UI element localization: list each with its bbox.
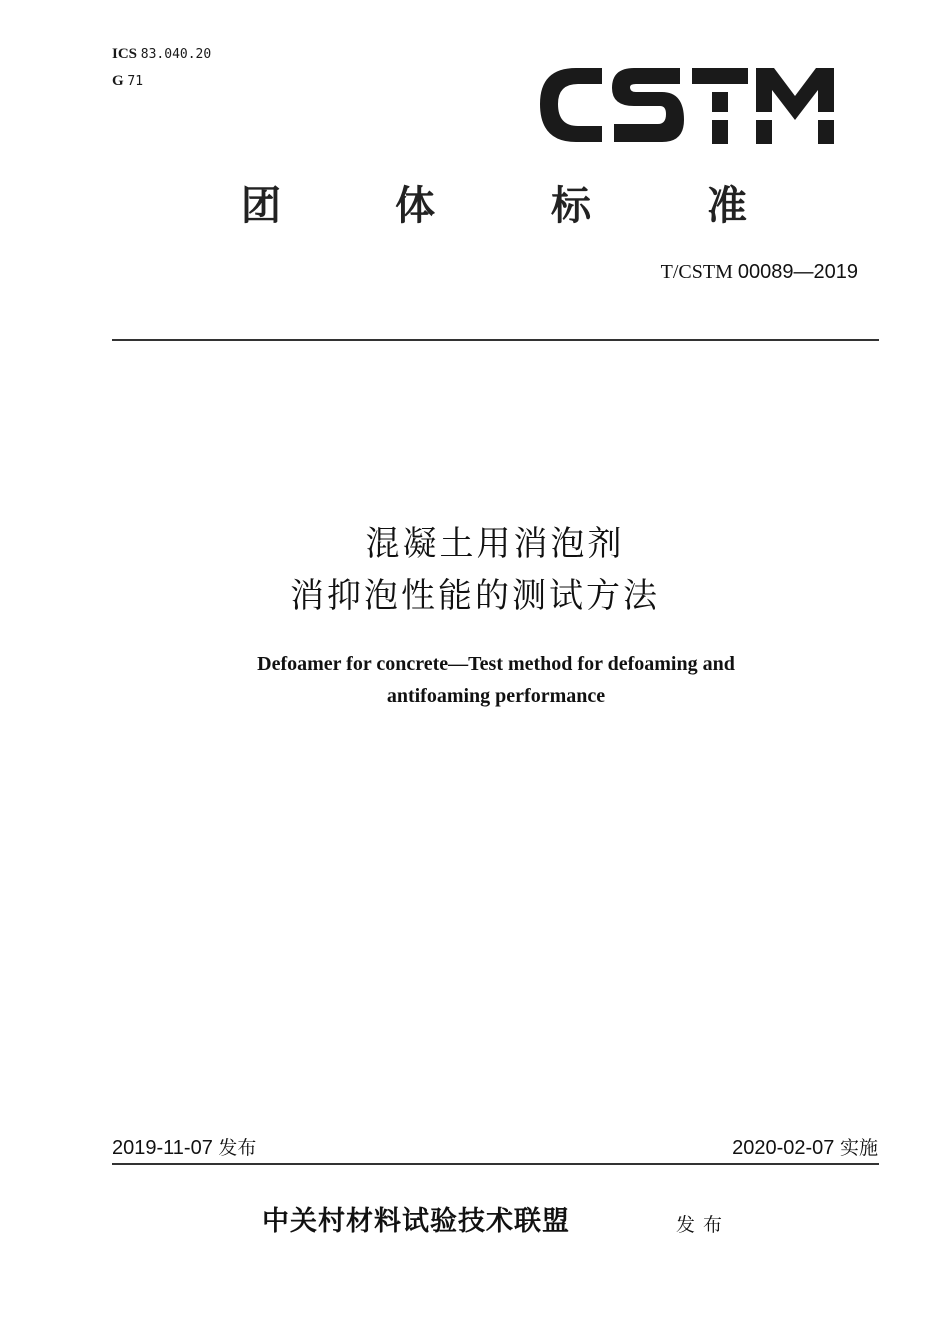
top-divider — [112, 339, 879, 341]
publisher-name: 中关村材料试验技术联盟 — [262, 1206, 570, 1237]
standard-type-char: 标 — [551, 183, 591, 229]
chinese-title-line-1: 混凝土用消泡剂 — [365, 524, 625, 564]
classification-label: G — [112, 73, 124, 89]
ics-number: 83.040.20 — [140, 47, 212, 62]
classification-code — [112, 72, 143, 91]
standard-number-prefix: T/CSTM — [660, 261, 733, 283]
ics-code — [112, 45, 211, 64]
english-title-line-2: antifoaming performance — [386, 685, 606, 707]
standard-type-char: 团 — [241, 183, 281, 229]
english-title-line-1: Defoamer for concrete—Test method for defoaming and — [257, 653, 735, 675]
implementation-date-value: 2020-02-07 — [732, 1137, 835, 1159]
standard-type-char: 体 — [395, 183, 435, 229]
standard-type-char: 准 — [707, 183, 747, 229]
bottom-divider — [112, 1163, 879, 1165]
standard-number-value: 00089—2019 — [737, 261, 858, 283]
chinese-title-line-2: 消抑泡性能的测试方法 — [290, 576, 660, 616]
standard-type — [180, 176, 800, 236]
standard-number — [661, 260, 858, 284]
cstm-logo — [538, 62, 838, 154]
issue-date — [112, 1136, 256, 1160]
implementation-date-word: 实施 — [839, 1137, 878, 1159]
ics-label: ICS — [112, 46, 138, 62]
issue-date-word: 发布 — [218, 1137, 257, 1159]
classification-number: 71 — [127, 74, 144, 89]
issue-date-value: 2019-11-07 — [112, 1137, 213, 1159]
publisher-word: 发布 — [676, 1214, 731, 1236]
implementation-date — [732, 1136, 878, 1160]
